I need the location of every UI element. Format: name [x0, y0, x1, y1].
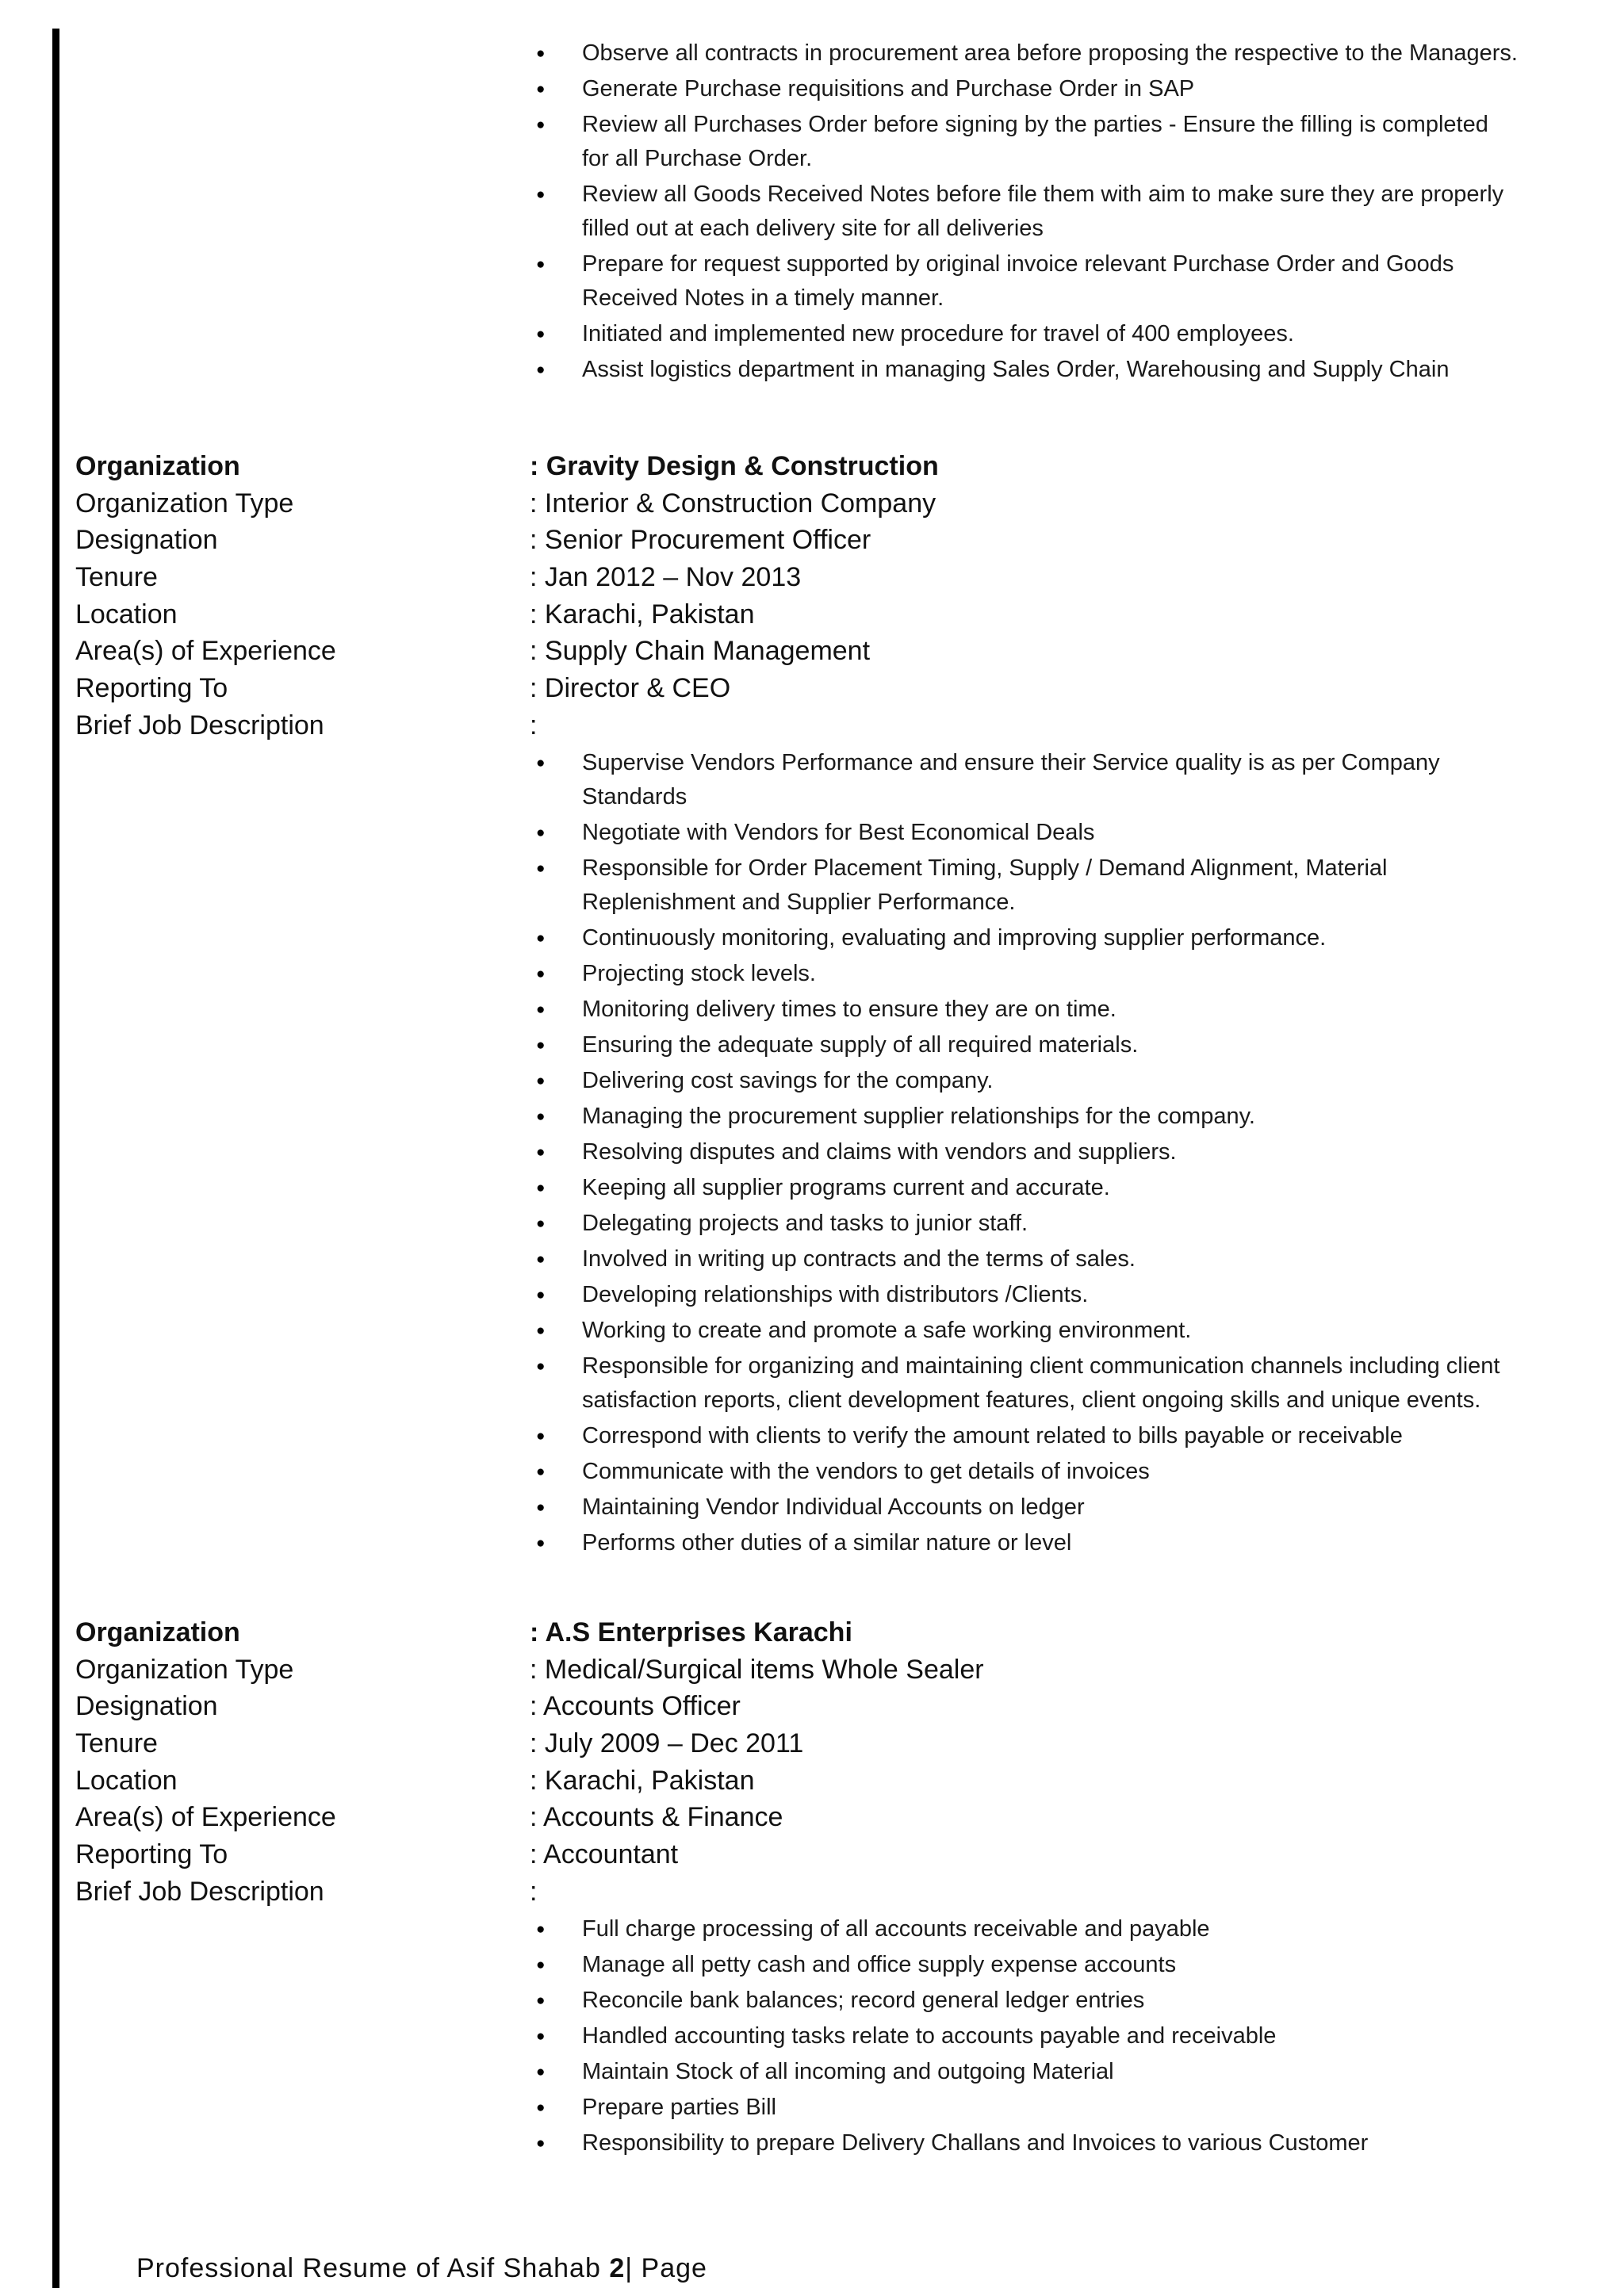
detail-value: : Interior & Construction Company: [530, 488, 936, 519]
job1-details: [75, 448, 1542, 744]
detail-label: Organization: [75, 1617, 240, 1647]
list-item: ● Ensuring the adequate supply of all required materials.: [0, 1028, 1518, 1062]
detail-row: [75, 596, 1542, 633]
list-item: ● Maintain Stock of all incoming and outgoing Material: [0, 2055, 1518, 2089]
list-item: ● Generate Purchase requisitions and Purchase Order in SAP: [0, 72, 1518, 106]
list-item: ● Responsibility to prepare Delivery Challans and Invoices to various Customer: [0, 2126, 1518, 2160]
detail-label: Location: [75, 1765, 178, 1796]
detail-label: Reporting To: [75, 673, 228, 704]
list-item: ● Prepare parties Bill: [0, 2091, 1518, 2125]
detail-row: [75, 633, 1542, 670]
detail-value: : Accounts Officer: [530, 1691, 741, 1722]
detail-value: : July 2009 – Dec 2011: [530, 1728, 804, 1759]
detail-row: [75, 1873, 1542, 1911]
detail-row: [75, 1688, 1542, 1725]
detail-label: Organization Type: [75, 1654, 294, 1685]
list-item: ● Maintaining Vendor Individual Accounts on ledger: [0, 1490, 1518, 1525]
detail-row: [75, 1799, 1542, 1836]
list-item: ● Continuously monitoring, evaluating and improving supplier performance.: [0, 921, 1518, 955]
detail-row: [75, 1651, 1542, 1689]
job2-duties-list: [0, 1912, 1624, 2160]
detail-label: Organization: [75, 451, 240, 481]
detail-row: [75, 1725, 1542, 1762]
detail-label: Organization Type: [75, 488, 294, 519]
list-item: ● Communicate with the vendors to get details of invoices: [0, 1455, 1518, 1489]
detail-label: Tenure: [75, 1728, 158, 1759]
detail-row: [75, 448, 1542, 485]
detail-row: [75, 559, 1542, 596]
list-item: ● Responsible for organizing and maintaining client communication channels including client satisfaction reports, client development features, client ongoing skills and unique events.: [0, 1349, 1518, 1418]
detail-value: : A.S Enterprises Karachi: [530, 1617, 852, 1647]
page-footer: [136, 2250, 707, 2286]
list-item: ● Initiated and implemented new procedure for travel of 400 employees.: [0, 317, 1518, 351]
detail-label: Brief Job Description: [75, 710, 324, 740]
detail-value: : Supply Chain Management: [530, 636, 871, 667]
detail-row: [75, 1836, 1542, 1873]
list-item: ● Assist logistics department in managing Sales Order, Warehousing and Supply Chain: [0, 353, 1518, 387]
detail-label: Brief Job Description: [75, 1876, 324, 1907]
list-item: ● Correspond with clients to verify the amount related to bills payable or receivable: [0, 1419, 1518, 1453]
detail-row: [75, 522, 1542, 559]
list-item: ● Involved in writing up contracts and the terms of sales.: [0, 1242, 1518, 1276]
job2-details: [75, 1614, 1542, 1911]
detail-value: : Jan 2012 – Nov 2013: [530, 562, 802, 593]
detail-label: Area(s) of Experience: [75, 636, 336, 667]
detail-row: [75, 707, 1542, 744]
detail-value: : Medical/Surgical items Whole Sealer: [530, 1654, 984, 1685]
detail-row: [75, 670, 1542, 707]
list-item: ● Working to create and promote a safe working environment.: [0, 1314, 1518, 1348]
list-item: ● Manage all petty cash and office supply expense accounts: [0, 1948, 1518, 1982]
detail-value: : Karachi, Pakistan: [530, 1765, 755, 1796]
list-item: ● Keeping all supplier programs current and accurate.: [0, 1171, 1518, 1205]
detail-label: Location: [75, 599, 178, 629]
list-item: ● Projecting stock levels.: [0, 957, 1518, 991]
list-item: ● Review all Goods Received Notes before file them with aim to make sure they are properly filled out at each delivery site for all deliveries: [0, 178, 1518, 246]
list-item: ● Performs other duties of a similar nature or level: [0, 1526, 1518, 1560]
list-item: ● Managing the procurement supplier relationships for the company.: [0, 1100, 1518, 1134]
detail-label: Designation: [75, 525, 218, 556]
detail-value: : Gravity Design & Construction: [530, 451, 939, 481]
list-item: ● Responsible for Order Placement Timing, Supply / Demand Alignment, Material Replenishment and Supplier Performance.: [0, 851, 1518, 920]
detail-value: : Accountant: [530, 1839, 679, 1870]
list-item: ● Negotiate with Vendors for Best Economical Deals: [0, 816, 1518, 850]
detail-value: :: [530, 1876, 538, 1907]
detail-label: Area(s) of Experience: [75, 1802, 336, 1833]
list-item: ● Delegating projects and tasks to junior staff.: [0, 1207, 1518, 1241]
list-item: ● Full charge processing of all accounts receivable and payable: [0, 1912, 1518, 1946]
list-item: ● Review all Purchases Order before signing by the parties - Ensure the filling is completed for all Purchase Order.: [0, 108, 1518, 176]
list-item: ● Monitoring delivery times to ensure they are on time.: [0, 993, 1518, 1027]
footer-page-label: | Page: [625, 2253, 707, 2283]
footer-page-number: 2: [609, 2253, 626, 2283]
detail-value: :: [530, 710, 538, 740]
list-item: ● Developing relationships with distributors /Clients.: [0, 1278, 1518, 1312]
detail-value: : Senior Procurement Officer: [530, 525, 871, 556]
detail-label: Tenure: [75, 562, 158, 593]
detail-row: [75, 485, 1542, 522]
list-item: ● Delivering cost savings for the company.: [0, 1064, 1518, 1098]
previous-job-duties-list: [0, 36, 1624, 387]
job1-duties-list: [0, 746, 1624, 1560]
list-item: ● Prepare for request supported by original invoice relevant Purchase Order and Goods Received Notes in a timely manner.: [0, 247, 1518, 316]
list-item: ● Handled accounting tasks relate to accounts payable and receivable: [0, 2019, 1518, 2053]
detail-value: : Karachi, Pakistan: [530, 599, 755, 629]
list-item: ● Resolving disputes and claims with vendors and suppliers.: [0, 1135, 1518, 1169]
detail-label: Reporting To: [75, 1839, 228, 1870]
detail-value: : Accounts & Finance: [530, 1802, 783, 1833]
list-item: ● Reconcile bank balances; record general ledger entries: [0, 1984, 1518, 2018]
footer-text: Professional Resume of Asif Shahab: [136, 2253, 601, 2283]
detail-row: [75, 1614, 1542, 1651]
list-item: ● Observe all contracts in procurement area before proposing the respective to the Managers.: [0, 36, 1518, 71]
detail-label: Designation: [75, 1691, 218, 1722]
detail-value: : Director & CEO: [530, 673, 731, 704]
detail-row: [75, 1762, 1542, 1800]
list-item: ● Supervise Vendors Performance and ensure their Service quality is as per Company Standards: [0, 746, 1518, 814]
